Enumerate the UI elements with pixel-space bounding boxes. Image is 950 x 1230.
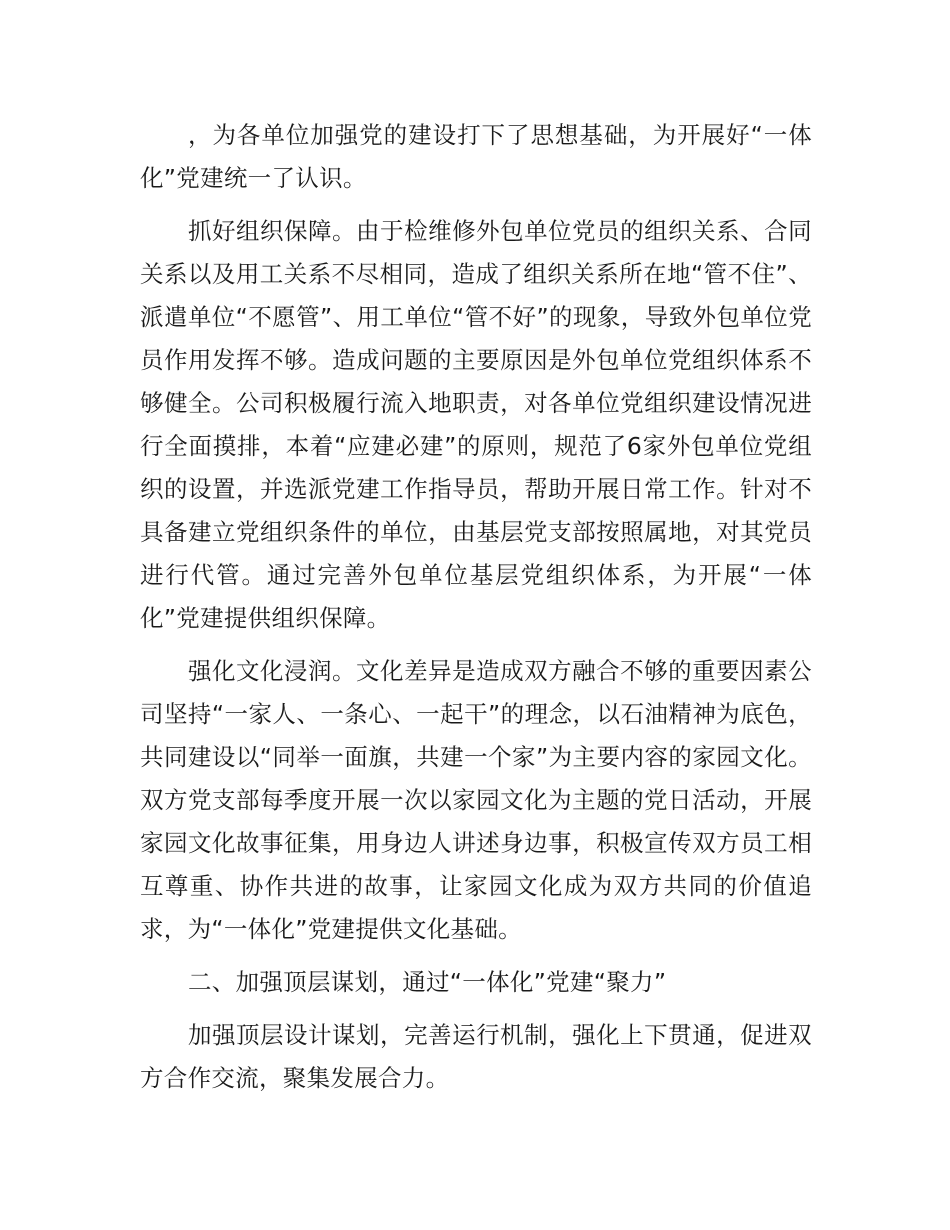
paragraph-ideological-foundation: ，为各单位加强党的建设打下了思想基础，为开展好“一体化”党建统一了认识。 [140, 121, 812, 192]
section-heading-top-level-planning: 二、加强顶层谋划，通过“一体化”党建“聚力” [188, 968, 667, 996]
document-body [140, 114, 812, 1110]
paragraph-cultural-infusion: 强化文化浸润。文化差异是造成双方融合不够的重要因素公司坚持“一家人、一条心、一起干”的理念，以石油精神为底色，共同建设以“同举一面旗，共建一个家”为主要内容的家园文化。双方党支部每季度开展一次以家园文化为主题的党日活动，开展家园文化故事征集，用身边人讲述身边事，积极宣传双方员工相互尊重、协作共进的故事，让家园文化成为双方共同的价值追求，为“一体化”党建提供文化基础。 [140, 657, 812, 943]
paragraph-organizational-guarantee: 抓好组织保障。由于检维修外包单位党员的组织关系、合同关系以及用工关系不尽相同，造成了组织关系所在地“管不住”、派遣单位“不愿管”、用工单位“管不好”的现象，导致外包单位党员作用发挥不够。造成问题的主要原因是外包单位党组织体系不够健全。公司积极履行流入地职责，对各单位党组织建设情况进行全面摸排，本着“应建必建”的原则，规范了6家外包单位党组织的设置，并选派党建工作指导员，帮助开展日常工作。针对不具备建立党组织条件的单位，由基层党支部按照属地，对其党员进行代管。通过完善外包单位基层党组织体系，为开展“一体化”党建提供组织保障。 [140, 217, 812, 632]
paragraph-top-level-design: 加强顶层设计谋划，完善运行机制，强化上下贯通，促进双方合作交流，聚集发展合力。 [140, 1021, 812, 1092]
